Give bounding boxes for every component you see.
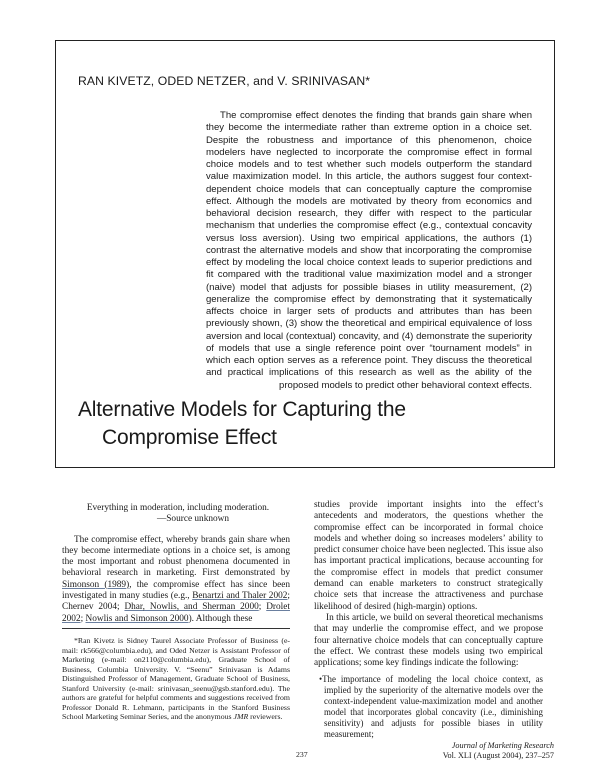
journal-abbreviation: JMR: [233, 712, 249, 722]
journal-volume: Vol. XLI (August 2004), 237–257: [442, 751, 554, 760]
body-paragraph-1: The compromise effect, whereby brands gain share when they become intermediate options in a choice set, is among the most important and robust phenomena documented in behavioral research in marketing. First demonstrated by Simonson (1989), the compromise effect has since been investigated in many studies (e.g., Benartzi and Thaler 2002; Chernev 2004; Dhar, Nowlis, and Sherman 2000; Drolet 2002; Nowlis and Simonson 2000). Although these: [62, 534, 290, 624]
epigraph-quote: Everything in moderation, including moderation.: [86, 503, 270, 513]
citation-link-simonson-1989[interactable]: Simonson (1989): [62, 579, 130, 590]
author-line: RAN KIVETZ, ODED NETZER, and V. SRINIVASAN*: [78, 74, 371, 88]
article-title: [78, 396, 548, 452]
body-column-left: [62, 503, 290, 625]
citation-link-nowlis-simonson[interactable]: Nowlis and Simonson 2000: [85, 613, 189, 624]
author-footnote: *Ran Kivetz is Sidney Taurel Associate Professor of Business (e-mail: rk566@columbia.edu), and Oded Netzer is Assistant Professor of Marketing (e-mail: on2110@columbia.edu), Graduate School of Business, Columbia University. V. “Seenu” Srinivasan is Adams Distinguished Professor of Management, Graduate School of Business, Stanford University (e-mail: srinivasan_seenu@gsb.stanford.edu). The authors are grateful for helpful comments and suggestions received from Professor Donald R. Lehmann, participants in the Stanford Business School Marketing Seminar Series, and the anonymous JMR reviewers.: [62, 636, 290, 722]
findings-bullet-1: •The importance of modeling the local choice context, as implied by the superiority of the alternative models over the context-independent value-maximization model and another model that incorporates global concavity (i.e., diminishing sensitivity) and adjusts for possible biases in utility measurement;: [319, 674, 543, 739]
footnote-divider: [62, 628, 290, 629]
article-title-line-2: Compromise Effect: [102, 426, 277, 449]
page-number: 237: [296, 750, 308, 759]
article-title-line-1: Alternative Models for Capturing the: [78, 398, 406, 421]
body-paragraph-2: studies provide important insights into the effect’s antecedents and moderators, the questions whether the compromise effect can be incorporated in formal choice models and whether doing so increases modelers’ ability to predict consumer choice have been neglected. This issue also has important practical implications, because accounting for the compromise effect in models that predict consumer demand can enable marketers to construct strategically choice sets that increase the attractiveness and purchase likelihood of desired (high-margin) options.: [314, 500, 543, 612]
body-paragraph-3: In this article, we build on several theoretical mechanisms that may underlie the compromise effect, and we propose four alternative choice models that can conceptually capture the effect. We contrast these models using two empirical applications; some key findings indicate the following:: [314, 612, 543, 669]
journal-name: Journal of Marketing Research: [451, 741, 554, 750]
body-column-right: [314, 500, 543, 740]
abstract: The compromise effect denotes the finding that brands gain share when they become the intermediate rather than extreme option in a choice set. Despite the robustness and importance of this phenomenon, choice modelers have neglected to incorporate the compromise effect in formal choice models and to test whether such models outperform the standard value maximization model. In this article, the authors suggest four context-dependent choice models that can conceptually capture the compromise effect. Although the models are motivated by theory from economics and behavioral decision research, they differ with respect to the particular mechanism that underlies the compromise effect (e.g., contextual concavity versus loss aversion). Using two empirical applications, the authors (1) contrast the alternative models and show that incorporating the compromise effect by modeling the local choice context leads to superior predictions and fit compared with the traditional value maximization model and a stronger (naive) model that adjusts for possible biases in utility measurement, (2) generalize the compromise effect by demonstrating that it systematically affects choice in larger sets of products and attributes than has been previously shown, (3) show the theoretical and empirical equivalence of loss aversion and local (contextual) concavity, and (4) demonstrate the superiority of models that use a single reference point over “tournament models” in which each option serves as a reference point. They discuss the theoretical and practical implications of this research as well as the ability of the proposed models to predict other behavioral context effects.: [206, 110, 532, 391]
journal-citation: [443, 741, 554, 761]
epigraph-source: —Source unknown: [156, 514, 230, 525]
citation-link-benartzi-thaler[interactable]: Benartzi and Thaler 2002: [192, 591, 288, 602]
citation-link-drolet[interactable]: Drolet 2002: [62, 602, 290, 624]
citation-link-dhar-nowlis-sherman[interactable]: Dhar, Nowlis, and Sherman 2000: [124, 602, 259, 613]
